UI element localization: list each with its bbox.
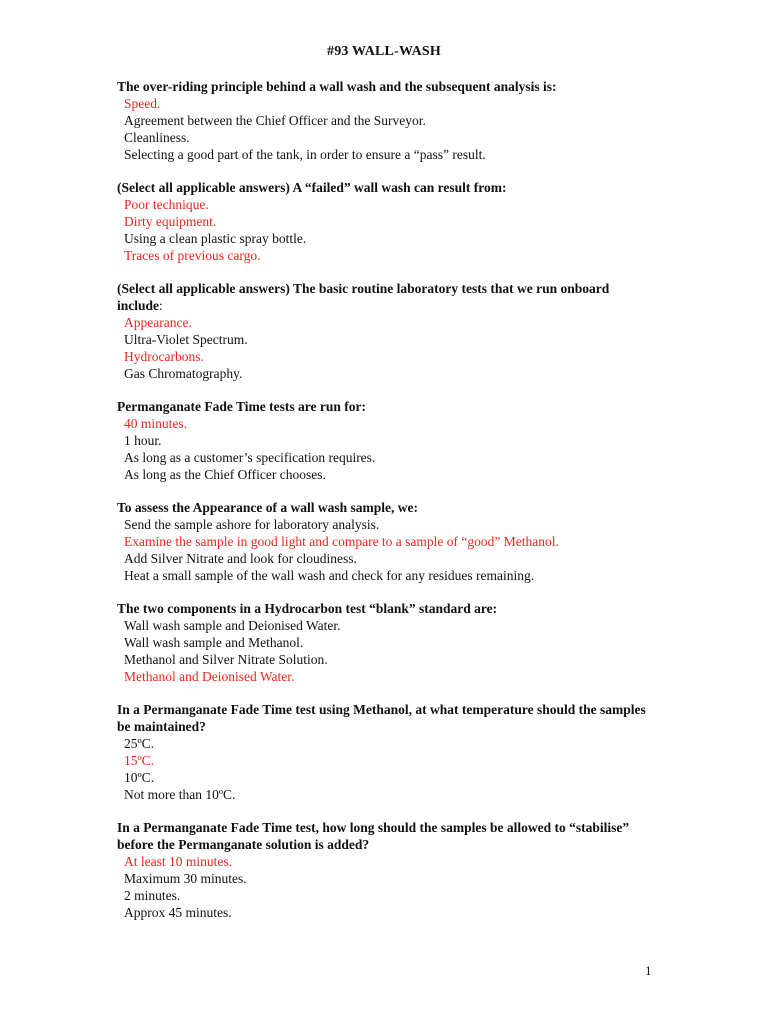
question-6 [117, 600, 657, 685]
answer-option: As long as a customer’s specification requires. [124, 450, 376, 465]
answer-option: Cleanliness. [124, 130, 190, 145]
answer-option: Speed. [124, 96, 161, 111]
answer-option: Hydrocarbons. [124, 349, 204, 364]
answer-option: Heat a small sample of the wall wash and check for any residues remaining. [124, 568, 535, 583]
answer-option: Methanol and Silver Nitrate Solution. [124, 652, 328, 667]
answer-option: Wall wash sample and Methanol. [124, 635, 304, 650]
answer-option: 10ºC. [124, 770, 155, 785]
question-3 [117, 280, 657, 382]
question-2 [117, 179, 657, 264]
answer-option: 25ºC. [124, 736, 155, 751]
question-list [117, 78, 657, 937]
question-text: (Select all applicable answers) The basic routine laboratory tests that we run onboard include: [117, 281, 610, 313]
answer-option: As long as the Chief Officer chooses. [124, 467, 326, 482]
answer-option: Not more than 10ºC. [124, 787, 236, 802]
answer-option: Traces of previous cargo. [124, 248, 261, 263]
answer-option: Methanol and Deionised Water. [124, 669, 295, 684]
answer-option: Appearance. [124, 315, 192, 330]
answer-option: Approx 45 minutes. [124, 905, 232, 920]
question-5 [117, 499, 657, 584]
answer-option: Poor technique. [124, 197, 209, 212]
question-8 [117, 819, 657, 921]
answer-option: 15ºC. [124, 753, 155, 768]
answer-option: Maximum 30 minutes. [124, 871, 247, 886]
question-text: To assess the Appearance of a wall wash sample, we: [117, 500, 419, 515]
question-7 [117, 701, 657, 803]
answer-option: Ultra-Violet Spectrum. [124, 332, 248, 347]
question-text: The two components in a Hydrocarbon test “blank” standard are: [117, 601, 498, 616]
answer-option: Add Silver Nitrate and look for cloudiness. [124, 551, 357, 566]
answer-option: Selecting a good part of the tank, in order to ensure a “pass” result. [124, 147, 486, 162]
question-text: (Select all applicable answers) A “failed” wall wash can result from: [117, 180, 507, 195]
question-1 [117, 78, 657, 163]
answer-option: 40 minutes. [124, 416, 187, 431]
question-text: Permanganate Fade Time tests are run for: [117, 399, 366, 414]
answer-option: 1 hour. [124, 433, 162, 448]
question-text: In a Permanganate Fade Time test, how long should the samples be allowed to “stabilise” before the Permanganate solution is added? [117, 820, 630, 852]
answer-option: Using a clean plastic spray bottle. [124, 231, 307, 246]
answer-option: Gas Chromatography. [124, 366, 243, 381]
page-title: #93 WALL-WASH [327, 44, 441, 59]
answer-option: Agreement between the Chief Officer and the Surveyor. [124, 113, 426, 128]
question-text: In a Permanganate Fade Time test using Methanol, at what temperature should the samples be maintained? [117, 702, 646, 734]
answer-option: 2 minutes. [124, 888, 181, 903]
answer-option: Dirty equipment. [124, 214, 217, 229]
answer-option: Examine the sample in good light and compare to a sample of “good” Methanol. [124, 534, 559, 549]
question-4 [117, 398, 657, 483]
page-number: 1 [645, 963, 652, 978]
answer-option: Send the sample ashore for laboratory analysis. [124, 517, 380, 532]
answer-option: At least 10 minutes. [124, 854, 232, 869]
answer-option: Wall wash sample and Deionised Water. [124, 618, 341, 633]
question-text: The over-riding principle behind a wall wash and the subsequent analysis is: [117, 79, 557, 94]
